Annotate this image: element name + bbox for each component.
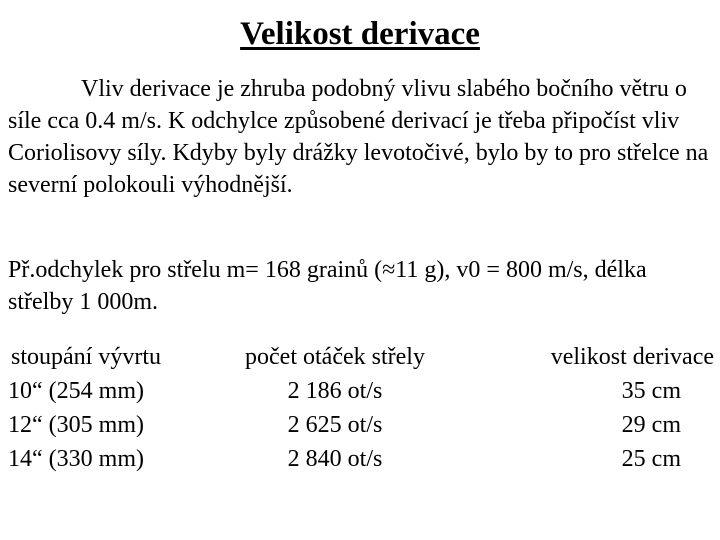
header-spin-rate: počet otáček střely (245, 344, 425, 370)
header-drift: velikost derivace (550, 344, 714, 370)
cell-spin-rate: 2 840 ot/s (287, 446, 383, 472)
cell-twist-rate: 12“ (305 mm) (8, 412, 144, 438)
cell-drift: 25 cm (621, 446, 681, 472)
cell-spin-rate: 2 625 ot/s (287, 412, 383, 438)
intro-paragraph: Vliv derivace je zhruba podobný vlivu slabého bočního větru o síle cca 0.4 m/s. K odchylce způsobené derivací je třeba připočíst vliv Coriolisovy síly. Kdyby byly drážky levotočivé, bylo by to pro střelce na severní polokouli výhodnější. (8, 76, 709, 198)
cell-spin-rate: 2 186 ot/s (287, 378, 383, 404)
example-paragraph: Př.odchylek pro střelu m= 168 grainů (≈11 g), v0 = 800 m/s, délka střelby 1 000m. (8, 257, 647, 315)
cell-drift: 29 cm (621, 412, 681, 438)
table-header-row (8, 340, 714, 374)
cell-twist-rate: 10“ (254 mm) (8, 378, 144, 404)
cell-twist-rate: 14“ (330 mm) (8, 446, 144, 472)
table-row (8, 442, 714, 476)
slide-title: Velikost derivace (240, 16, 480, 52)
cell-drift: 35 cm (621, 378, 681, 404)
header-twist-rate: stoupání vývrtu (11, 344, 161, 370)
table-row (8, 374, 714, 408)
deviation-table (8, 340, 714, 476)
table-row (8, 408, 714, 442)
